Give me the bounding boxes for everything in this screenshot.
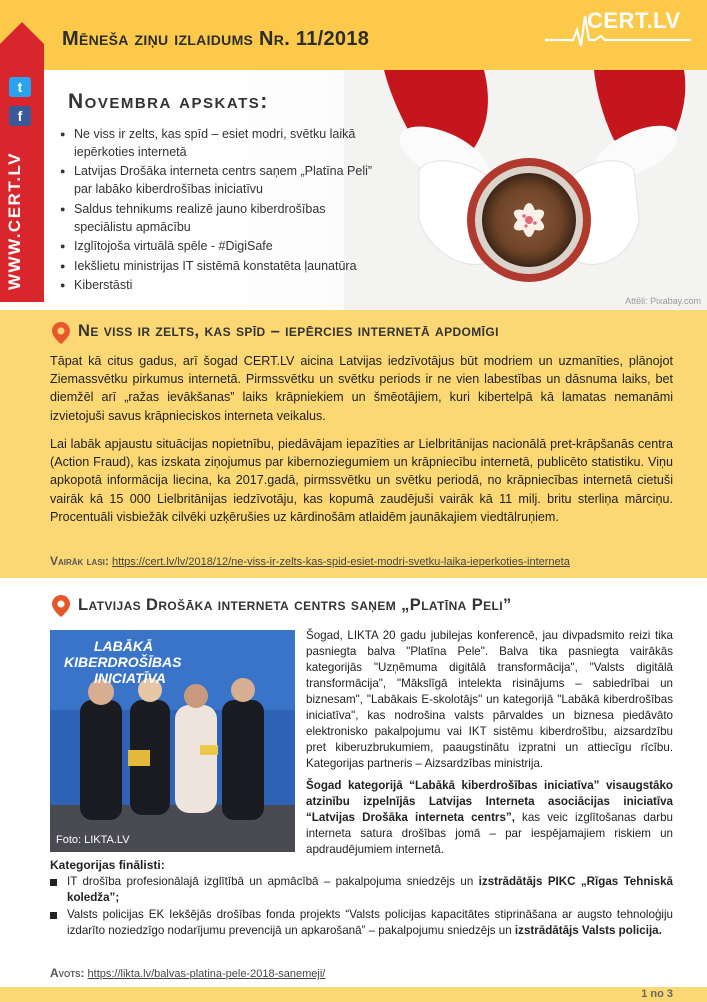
article-paragraph [306,778,673,858]
article-paragraph: Lai labāk apjaustu situācijas nopietnību, piedāvājam iepazīties ar Lielbritānijas nacionālā pret-krāpšanās centra (Action Fraud), kas izskata ziņojumus par kibernoziegumiem un krāpniecību internetā, publicēto statistiku. Viņu apkopotā informācija liecina, ka 2017.gadā, pirmssvētku un svētku periodā, no krāpniecības internetā cietuši vairāk kā 15 000 Lielbritānijas iedzīvotāju, kas kopumā zaudējuši vairāk kā 11 milj. britu sterliņa mārciņu. Procentuāli visbiežāk cilvēki uzķērušies uz kārdinošām atlaidēm jaunākajiem viedtālruņiem. [50,437,673,524]
facebook-icon[interactable]: f [9,106,31,126]
photo-banner-text: KIBERDROŠĪBAS [64,654,182,670]
logo-text: CERT.LV [587,8,681,33]
article-award-section [0,578,707,1002]
source-link[interactable]: https://likta.lv/balvas-platina-pele-2018-sanemeji/ [87,968,326,980]
christmas-cocoa-illustration [344,70,707,310]
source-label: Avots: [50,966,85,980]
finalists-list [50,874,673,940]
photo-banner-text: INICIATĪVA [94,670,166,686]
highlight-text: Šogad kategorijā “Labākā kiberdrošības iniciatīva” visaugstāko atzinību izpelnījās Latvijas Interneta asociācijas iniciatīva “Latvijas Drošāka interneta centrs”, [306,779,673,824]
read-more [50,554,570,568]
award-photo [50,630,295,852]
paragraph-text: kas veic izglītošanas darbu interneta satura drošības jomā – par iespējamajiem riskiem un apdraudējumiem internetā. [306,811,673,856]
overview-item[interactable]: ● Ne viss ir zelts, kas spīd – esiet modri, svētku laikā iepērkoties internetā [60,126,380,162]
overview-item[interactable]: ● Kiberstāsti [60,277,380,295]
read-more-label: Vairāk lasi: [50,554,109,568]
article-paragraph: Šogad, LIKTA 20 gadu jubilejas konferencē, jau divpadsmito reizi tika pasniegta balva "Platīna Pele". Balva tika pasniegta vairākās kategorijās "Uzņēmuma digitālā transformācija", "Valsts digitālā transformācija", "Mākslīgā intelekta risinājums – sabiedrībai un biznesam", "Labākais E-skolotājs" un kategorijā "Labākā kiberdrošības iniciatīva", kas nodrošina valsts pārvaldes un biznesa piedāvāto elektronisko pakalpojumu vai IKT sistēmu kiberdrošību, aizsardzību pret kiberuzbrukumiem, paaugstinātu izpratni un attiecīgu rīcību. Kategorijas partneris – Aizsardzības ministrija. [306,629,673,770]
overview-item[interactable]: ● Izglītojoša virtuālā spēle - #DigiSafe [60,238,380,256]
overview-item[interactable]: ● Saldus tehnikums realizē jauno kiberdrošības speciālistu apmācību [60,201,380,237]
newsletter-title: Mēneša ziņu izlaidums Nr. 11/2018 [62,28,370,50]
article-title: Latvijas Drošāka interneta centrs saņem „Platīna Peli” [78,596,512,614]
article-title: Ne viss ir zelts, kas spīd – iepērcies internetā apdomīgi [78,322,499,340]
finalist-text: IT drošība profesionālajā izglītībā un apmācībā – pakalpojuma sniedzējs un [67,875,479,888]
cert-logo[interactable] [543,6,693,50]
twitter-icon[interactable]: t [9,77,31,97]
read-more-link[interactable]: https://cert.lv/lv/2018/12/ne-viss-ir-zelts-kas-spid-esiet-modri-svetku-laika-ieperkoties-interneta [111,556,570,568]
photo-caption: Foto: LIKTA.LV [56,834,130,846]
overview-title: Novembra apskats: [68,90,269,113]
finalist-item [50,874,673,906]
overview-item[interactable]: ● Latvijas Drošāka interneta centrs saņem „Platīna Peli” par labāko kiberdrošības iniciatīvu [60,163,380,199]
finalist-name: izstrādātājs Valsts policija. [514,924,662,937]
location-pin-icon [52,595,70,617]
overview-section [44,70,707,310]
source [50,966,325,980]
finalist-item [50,907,673,939]
article-paragraph: Tāpat kā citus gadus, arī šogad CERT.LV aicina Latvijas iedzīvotājus būt modriem un uzmanīties, plānojot Ziemassvētku pirkumus internetā. Pirmssvētku un svētku periods ir ne vien labestības un dāsnuma laiks, bet diemžēl arī „ražas ievākšanas” laiks krāpniekiem un šmēotājiem, kuri kibertelpā kā lamatas nemanāmi izvietojuši savus krāpnieciskos interneta veikalus. [50,354,673,423]
finalists-title: Kategorijas finālisti: [50,858,165,872]
finalist-name: izstrādātājs PIKC „Rīgas Tehniskā koledža”; [67,875,673,904]
overview-item[interactable]: ● Iekšlietu ministrijas IT sistēmā konstatēta ļaunatūra [60,258,380,276]
photo-credit: Attēli: Pixabay.com [625,296,701,306]
article-shopping-section [0,310,707,578]
location-pin-icon [52,322,70,344]
footer-bar [0,987,707,1002]
website-vertical-text[interactable]: WWW.CERT.LV [5,152,24,290]
page-number: 1 no 3 [641,988,673,1000]
finalist-text: Valsts policijas EK Iekšējās drošības fonda projekts “Valsts policijas kapacitātes stiprināšana ar augsto tehnoloģiju izdarīto noziedzīgo nodarījumu prevencijā un apkarošanā” – pakalpojumu sniedzējs un [67,908,673,937]
photo-banner-text: LABĀKĀ [94,638,154,654]
header-bar [0,0,707,70]
overview-list [60,126,380,297]
